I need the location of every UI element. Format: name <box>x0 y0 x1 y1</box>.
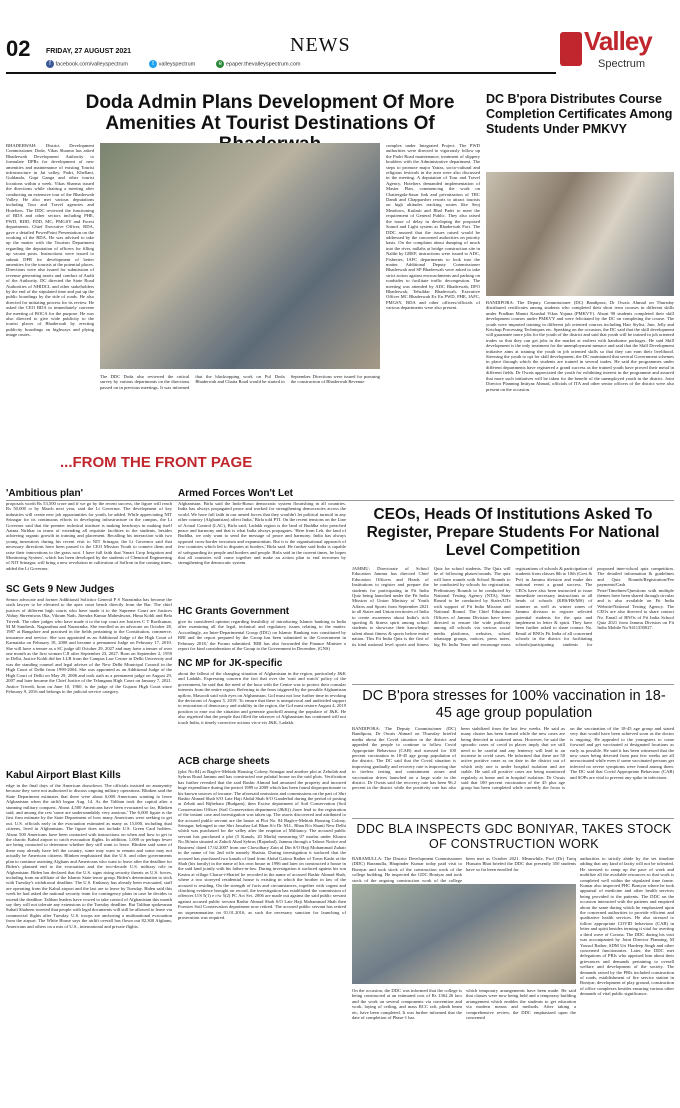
ddc-rule <box>352 818 674 819</box>
facebook-link[interactable]: facebook.com/valleyspectrum <box>55 61 128 68</box>
pmkvy-headline: DC B'pora Distributes Course Completion Certificates Among Students Under PMKVY <box>486 92 673 136</box>
facebook-icon: f <box>46 60 54 68</box>
ddc-body-4: On the occasion, the DDC was informed that the college is being constructed at an estimated cost of Rs 1362.26 lacs and the work on several components via convention and work, laying of ceiling, and mass RCC raft, plinth beam etc, have been completed. It was further informed that the date of completion of Phase-1 has <box>352 988 462 1021</box>
acb-charge-body: (plot No.84) at Bagh-e-Mehtab Housing Colony Srinagar and another plot at Zeholab and Sybrus Road Jammu and has constructed one palatial house on the said plots. Verification has further revealed that the said Bashir Ahmad had amassed the property and incurred huge expenditure during the period 1989 to 2009 which has been found disproportionate to his known sources of income. The aforesaid omissions and commissions on the part of Shri Bashir Ahmad Shah S/O Late Haji Abdul Shah S/O Ganderbal during the period of posting at Zehab and Bijbehara (Budgam), then Excise department of Soil Conservation (Soil Conservation Officer (Soil Conservation department (J&K)) ,have lead to the registration of the instant case and investigation was taken up. The assets discovered and attributed to the accused public servant are the house at Plot No. 84 Bagh-e-Mehtab Housing Colony, Srinagar, belonged to one Shri Jawahar Lal Bhan S/o Dr. M.L. Bhan R/o Shanti New Delhi which was purchased for the valley after the eruption of Militancy. The accused public servant has purchased a plot (5 Kanals, 20 Marla) measuring 07 marlas under Khasra No.56/min situated at Zaholi Abad Sybrus (Rajanbal), Jammu through a 'Iahoot Notice and Business' dated 17.02.2007 from one Chowdhary Zain ul Din S/O Haji Mohammad Zubair in the name of his 2nd wife namely Shaista. During investigation it surfaced that the accused has purchased two kanals of land from Abdul Gafoor Rather of Town Kashi at the Shah (his family) in the name of his own house in 1996 and later on constructed a house in the said land jointly with his father-in-law. During investigation it surfaced against his son Kasim at village Charar-i-Sharief he recorded in the name of accused Bashir Ahmad Shah, where a two storeyed residential house is existing in which the brother in law of the accused is residing. On the strength of facts and circumstances, together with cogent and clinching evidence brought on record, the investigation has established the commission of offences U/S 5(1) e r/w 5(2) PC Act Svt. 2006 are made out against the said public servant against accused public servant Bashir Ahmad Shah S/O Late Haji Mohammad Shah then Forester Soil Conservation department now retired. The accused public servant has retired on superannuation on 01.01.2016, as such the necessary sanction for launching of prosecution was required. <box>178 769 346 920</box>
sc-judges-body: Senior advocate and former Additional Solicitor General P S Narasimha has become the sixth lawyer to be elevated to the apex court bench directly from the Bar. The chief justices of different high courts who have made it to the Supreme Court are Justices Abhay Shreeniwas Oka, Vikram Nath, Jitendra Kumar Maheshwari, Hima Kohli and Bela Trivedi. The other judges who have made it to the top court are Justices C T Ravikumar, M M Sundresh, Nagarathna and Narasimha. She enrolled as an advocate on October 28, 1987 at Bangalore and practised in the fields pertaining to the Constitution, commerce, insurance and service. She was appointed as an Additional Judge of the High Court of Karnataka on February 18, 2008 and became a permanent Judge on February 17, 2010. She will have a tenure as a SC judge till October 29, 2027 and may have a tenure of over one month as the first woman CJI after September 23, 2027. Born on September 2, 1959 in Delhi, Justice Kohli did her LLB from the Campus Law Centre in Delhi University and was the standing counsel and legal adviser of the New Delhi Municipal Council in the High Court of Delhi from 1999-2004. She was appointed as an Additional Judge of the High Court of Delhi on May 29, 2006 and took oath as a permanent judge on August 29, 2007 and later became the Chief Justice of the Telangana High Court on January 7, 2021. Justice Trivedi, born on June 10, 1960, is the judge of the Gujarat High Court since February 9, 2016 and belongs to the judicial service category. <box>6 597 172 694</box>
hc-grants-body: give its considered opinion regarding feasibility of introducing Islamic banking in India after examining all the legal, technical and regulatory issues relating to the matter. Accordingly, an Inter-Departmental Group (IDG) on Islamic Banking was constituted by RBI and the report prepared by the Group has been submitted to the Government in February 2018,' the Forum submitted. 'RBI has also forwarded the Finance Minister a report for kind consideration of the Group to the Government in December, (GNS) <box>178 619 346 652</box>
vacc-body: BANDIPORA: The Deputy Commissioner (DC) Bandipora, Dr Owais Ahmad on Thursday briefed media about the Covid situation in the district and appealed the people to continue to follow Covid Appropriate Behaviour (CAB) and stressed for 100 percent vaccination in 18-45 age group population of the district. The DC said that the Covid situation is improving gradually and recovery rate is improving due to tireless testing and containment zones and vaccination drives launched on a large scale in the district. Dr Owais said the recovery rate has been 96.2 percent in the district while the positivity rate has also been stabilized from the last few weeks. He said as many cluster has been formed while the new cases are being detected in scattered areas. However, he said the sporadic cases of covid in places imply that we still need to be careful and any leniency will lead to an increase in covid cases. He informed that there are 50 active positive cases as on date in the district out of which only one is under hospital isolation and are stable. He said all positive cases are being monitored regularly at home and in hospital isolation. Dr Owais said that 100 percent vaccination of the 45 plus age group has been completed while currently the focus is on the vaccination of the 18-45 age group and stated very that would have been achieved soon as the doctor is ongoing. He appealed to the youngsters to come forward and get vaccinated at designated locations as early as possible. He said it has been witnessed that the new cases being detected from past few weeks are all unvaccinated while even if some vaccinated persons get infected no severe symptoms were found among them. The DC said that Covid Appropriate Behaviour (CAB) and SOPs are vital to prevent any spike in infections. <box>352 726 674 791</box>
ddc-body-5: which temporary arrangements have been made. He said that classes were now being held and a temporary building arrangement which enables the students to get education via modern means and methods. After taking a comprehensive review, the DDC emphasized upon the concerned <box>466 988 576 1021</box>
ddc-photo <box>352 884 576 984</box>
kabul-blast-body: edge in the final days of the American drawdown. The officials insisted on anonymity because they were not authorized to discuss ongoing military operations. Blinken said the State Department estimates that there were about 6,000 Americans wanting to leave Afghanistan when the airlift began Aug. 14. As the Taliban took the capital after a stunning military conquest. About 4,500 Americans have been evacuated so far, Blinken said, and among the rest 'some are understandably very anxious.' The 6,000 figure is the first firm estimate by the State Department of how many Americans were seeking to get out. U.S. officials early in the evacuation estimated as many as 15,000, including dual citizens, lived in Afghanistan. The figure does not include U.S. Green Card holders. About 500 Americans have been contacted with instructions on when and how to get to the chaotic Kabul airport to catch evacuation flights. In addition, 1,000 or perhaps fewer are being contacted to determine whether they still want to leave. Blinken said some of these may already have left the country, some may want to remain and some may not actually be American citizens. Blinken emphasized that the U.S. and other governments plan to continue assisting Afghans and Americans who want to leave after the deadline for Biden's planned end to the evacuation and the two-decade U.S. military role in Afghanistan. Biden has declared that the U.S. signs rising security threats as U.S. forces, including from an affiliate of the Islamic State terror group. Biden's determination to stick with Tuesday's withdrawal deadline. The U.S. Embassy has already been evacuated, staff are operating from the Kabul airport and the last are to leave by Tuesday. Biden said this week he had asked the national security team for contingency plans in case he decides to extend the deadline. Taliban leaders have vowed to take control of Afghanistan this month say they will not tolerate any extensions to the Tuesday deadline. But Taliban spokesman Suhail Shaheen tweeted that people with legal documents will still be allowed to leave via commercial flights after Tuesday. U.S. troops are anchoring a multinational evacuation from the airport. The White House says the airlift overall has flown out 82,300 Afghans, Americans and others on a mix of U.S., international and private flights. <box>6 783 172 929</box>
logo-sub: Spectrum <box>598 58 646 70</box>
acb-charge-title: ACB charge sheets <box>178 756 270 767</box>
nc-mp-title: NC MP for JK-specific <box>178 658 283 669</box>
vacc-headline: DC B'pora stresses for 100% vaccination in 18-45 age group population <box>362 688 666 721</box>
issue-date: FRIDAY, 27 AUGUST 2021 <box>46 48 132 55</box>
twitter-link[interactable]: valleyspectrum <box>158 61 196 68</box>
nc-mp-body: about the fallout of the changing situation of Afghanistan in the region, particularly J&K and Ladakh. Expressing concern the fact that over the 'wait and watch' policy of the government, he said that the need of the hour with the Centre was to protect their consular interests from the entire region. Referring to the fears triggered by the possible Afghanistan upflow, Masoodi said with eyes on Afghanistan, GoI must not lose further time in revoking the decisions of August 5, 2019. To ensure that there is unequivocal and undivided support to restoration of democracy and stability in the region, the GoI must restore August 4, 2019 position to ease out the situation and generate goodwill among the populace of J&K. He also regretted that the people that filled the takeover of Afghanistan has continued will not touch India, it timely corrective actions vis-a-vis J&K, Ladakh. <box>178 671 346 725</box>
ddc-body-2: been met as October 2021. Meanwhile, Prof (Dr) Tariq Hussain Bhat briefed the DDC that presently 350 students have so far been enrolled for <box>466 856 576 872</box>
pmkvy-body: BANDIPORA: The Deputy Commissioner (DC) Bandipora, Dr Owais Ahmad on Thursday distributed certificates among students who completed their short term courses in different skills under Pradhan Mantri Kaushal Vikas Yojana (PMKVY). About 90 students completed their skill development courses under PMKVY and were felicitated by the DC on completing the course. The youth were imparted training in different job oriented courses including Hair Stylist, Jute, Jelly and Ketchup Processing Techniques etc. Speaking on the occasion, the DC said that the skill development will guarantee more jobs for the youth of the district and said that youth will be trained in job oriented trades so that they can get jobs in the market at earliest with handsome packages. He said Skill development is the only treatment for the unemployment menace and said that the Skill Development initiative aims at training the youth in job oriented skills so that they can earn their livelihood. Stressing the youth to opt for skill development, the DC maintained that several Government schemes in place through which the students are trained in several trades. He said the programmes under different departments have registered a grand success as the trained youth have proved their metal in different fields. Dr Owais appreciated the youth for exhibiting interest in the programme and assured that more such initiatives will be taken for the benefit of the unemployed youth in the district. Joint Director Planning Imtiyaz Ahmad, officials of ITA and other senior officers of the district were also present on the occasion. <box>486 300 674 392</box>
ddc-headline: DDC BLA INSPECTS GDC BONIYAR, TAKES STOCK OF CONSTRUCTION WORK <box>356 822 672 851</box>
section-title: NEWS <box>290 34 351 56</box>
lead-body-1: BHADERWAH: District Development Commissioner Doda, Vikas Sharma has asked Bhaderwah Development Authority to formulate DPRs for development of new amenities and maintenance of existing Tourist infrastructure in Jai valley, Padri, Khellani, Guldanda, Gupt Ganga and other tourist locations within a week. Vikas Sharma issued the directions while chairing a meeting after conducting an extensive tour of the Bhaderwah Valley. He also met various deputations including Tour and Travel agencies and Hoteliers. The DDC reviewed the functioning of BDA and other sectors including PHE, PWD, RDD, FDD, MC, PMGSY and Forest departments. Chief Executive Officer, BDA, gave a detailed PowerPoint Presentation on the working of the BDA. He was advised to take up the matter with the Tourism Department regarding the deputation of officers for filling up vacant posts. Instructions were issued to submit DPR for development of better amenities for the tourists at the potential places. Directions were also issued for submission of revenue generating assets and conduct of Audit of the Authority. DC directed the State Road Authorities of NHIDCL and other stakeholders by the end of the stipulated time and put up the public hoardings by the side of roads. He also directed for initiating process for its review. He asked the CEO BDA to immediately convene the meeting of BOCA for the purpose. He was also directed to give wide publicity to the tourist places of Bhaderwah by erecting publicity hoardings on highways and plying image routes. <box>6 143 94 338</box>
ceos-body: JAMMU: Directorate of School Education Jammu has directed Chief Education Officers and Heads of Institutions to register and prepare the students for participating in Fit India Quiz being launched under the Fit India Mission of Union Ministry of Youth Affairs and Sports from September 2021 in all States and Union territories of India to create awareness about India's rich sporting & fitness spirit among school students to showcase their knowledge, talent about fitness & sports before entire nation. This Fit India Quiz is the first of its kind national level sports and fitness Quiz for school students. The Quiz will be of following phases/rounds. The quiz will have rounds with School Rounds to be conducted by schools for registration, Preliminary Rounds to be conducted by National Testing Agency (NTA), State Round to be conducted by States/UTs with support of Fit India Mission and National Round. The Chief Education Officers of Jammu Division have been directed to ensure the wide publicity among all schools via various social media platforms, websites, school whatsapp groups, notices, press notes, big Fit India Team and encourage mass registrations of schools & participation of students from classes 8th to 10th (Govt & Pvt) in Jammu division and make this national event a grand success. The CEOs have also been instructed to issue immediate necessary instructions to all heads of schools (KBS/HS/MS) of summer as well as winter zones of Jammu division to register selected potential students for the quiz and implement in letter & spirit. They have been further asked to share contact No. Email of BNOs Fit India of all concerned schools in the district for facilitating schools/participating students for proposed inter-school quiz competition. The detailed information & guidelines and Quiz Rounds/Registration/Fee payments/Cash Prize/Timelines/Questions with multiple themes have been shared through circular and is also available on Fit India Website/National Testing Agency. The CEOs are also directed to share contact No. Email of BNOs of Fit India School Quiz 2021 from Jammu Division on Fit India Mobile No 9411350027. <box>352 566 674 647</box>
page-number: 02 <box>6 36 31 61</box>
sc-judges-title: SC Gets 9 New Judges <box>6 584 115 595</box>
pmkvy-photo <box>486 172 674 296</box>
front-page-banner: ...FROM THE FRONT PAGE <box>60 454 253 471</box>
hc-grants-title: HC Grants Government <box>178 606 290 617</box>
kabul-blast-title: Kabul Airport Blast Kills <box>6 770 121 781</box>
vacc-rule <box>352 684 674 685</box>
epaper-link[interactable]: epaper.thevalleyspectrum.com <box>225 61 301 68</box>
lead-photo-caption: The DDC Doda also reviewed the critical survey by various departments on the directions passed on in previous meetings. It was informed that the blacktopping work on Pul Doda Bhaderwah and Chatta Road would be started in September. Directions were issued for pursuing the construction of Bhaderwah Revenue <box>100 374 380 390</box>
twitter-icon: t <box>149 60 157 68</box>
ddc-body-3: authorities to strictly abide by the set timeline adding that any kind of laxity will not be tolerated. He stressed to ramp up the pace of work and mobilize all the available resources so that work is completed well within the stipulated time frame. Kumar also inspected PHC Boniyar where he took appraisal of medicine and other health services being provided to the patients. The DDC on the occasion interacted with the patients and enquired about the same during which he emphasized upon the concerned authorities to provide efficient and qualitative health services. He also stressed to follow appropriate COVID behaviour (CAB) in letter and spirit besides terming it vital for averting a third wave of Corona. The DDC during his visit was accompanied by Joint Director Planning, M Yousuf Rather, SDM Uri Hardeep Singh and other concerned functionaries. Later, the DDC met delegations of PRIs who apprised him about their grievances and demands pertaining to overall welfare and development of the society. The demands raised by the PRIs included construction of roads, establishment of fire service station in Boniyar, development of play ground, construction of office complexes besides ensuring various other demands of vital public significance. <box>580 856 674 997</box>
logo-main: Valley <box>584 26 652 56</box>
ambitious-plan-body: proposals worth Rs 53,500 crore and if we go by the recent success, the figure will reach Rs 50,000 cr by March next year, said the Lt Governor. The development of key industries will create new job opportunities for youth, he added. While appreciating NIT Srinagar for its continuous efforts in developing infrastructure in the campus, the Lt Governor said that the premier technical institute is making headways in making itself Aatma Nirbhar in terms of extending all requisite facilities to the students, besides achieving organic growth in training and placement. Recalling his interaction with two young innovators during his recent visit to NIT Srinagar, the Lt Governor said that necessary directions have been passed to the CEO Mission Youth to connect them and raise their innovations to the grass root. I have full faith that 'Smart Crop Irrigation and Monitoring System', which has been developed by the students of Chemical Engineering of NIT Srinagar, will bring a new revolution in cultivation of Saffron in the coming times, added the Lt Governor. <box>6 501 172 571</box>
logo-emblem-icon <box>560 32 582 66</box>
logo <box>558 24 674 76</box>
lead-headline: Doda Admin Plans Development Of More Amenities At Tourist Destinations Of <box>85 92 455 134</box>
header-rule <box>6 72 556 74</box>
globe-icon: e <box>216 60 224 68</box>
armed-forces-title: Armed Forces Won't Let <box>178 488 293 499</box>
social-bar <box>46 60 546 70</box>
ambitious-plan-title: 'Ambitious plan' <box>6 488 83 499</box>
armed-forces-body: Afghanistan. Birla said the Indo-Russo democratic system flourishing in all countries. India has always propagated peace and worked for strengthening democracies across the world. We have full faith in our armed forces that they wouldn't let political turmoil in any other country (Afghanistan) affect India,' Birla told PTI. On the recent tensions on the Line of Actual Control (LAC), Birla said, Ladakh region is the land of Buddha who preached peace and harmony and that is what India always propagates. 'Here from Leh, the land of Buddha, we only want to send the message of peace and harmony. India has always opposed cross-border terrorism and expansionism. But it is the organisational approach of few countries which led to disputes at borders,' Birla said. He further said India is capable of safeguarding its people and borders and people. Birla said in the current times, he hopes that all countries will come together and make an action plan to end terrorism by strengthening the democratic system. <box>178 501 346 566</box>
lead-photo <box>100 143 380 369</box>
lead-body-2: complex under Integrated Project. The PWD authorities were directed to vigorously follow up the Padri Road maintenance, treatment of slippery boulders with the Administrative department. The steps to promote major Yatras, socio-cultural and religious festivals in the area were also discussed in the meeting. A deputation of Tour and Travel Agency, Hoteliers demanded implementation of Master Plan, commencing the work on Chattergala-Sasar link and privatization of TRC Dandi and Chapparsher resorts to attract tourists on high altitudes tracking routes like Seoj Meadows, Kailash and Bhal Padri to meet the requirement of General Public. They also raised the issue of delay in developing the proposed Sound and Light system at Bhaderwah Fort. The DDC assured that the issues raised would be addressed by the concerned authorities on priority basis. On the complaint about dumping of muck into the river, nallahs at bridge construction site in Nalthi by GREF, instructions were issued to ADC, Fisheries, IAFC departments to look into the matter. Additional Deputy Commissioner Bhaderwah and SP Bhaderwah were asked to take strict action against encroachments and parking on roadsides to facilitate traffic decongestion. The meeting was attended by ADC Bhaderwah, DFO Bhaderwah, Tehsildar Bhaderwah, Executive Officer MC Bhaderwah Ex En PWD, PHE, IAFC, PMGSY, BDA and other officers/officials of various departments were also present. <box>386 143 480 311</box>
ceos-headline: CEOs, Heads Of Institutions Asked To Register, Prepare Students For National Level Competition <box>366 506 660 559</box>
ddc-body-1: BARAMULLA: The District Development Commissioner (DDC) Baramulla, Bhupinder Kumar today paid visit to Boniyar and took stock of the construction work of the college building. He inspected the GDC Boniyar and took stock of the ongoing construction work of the college <box>352 856 462 883</box>
